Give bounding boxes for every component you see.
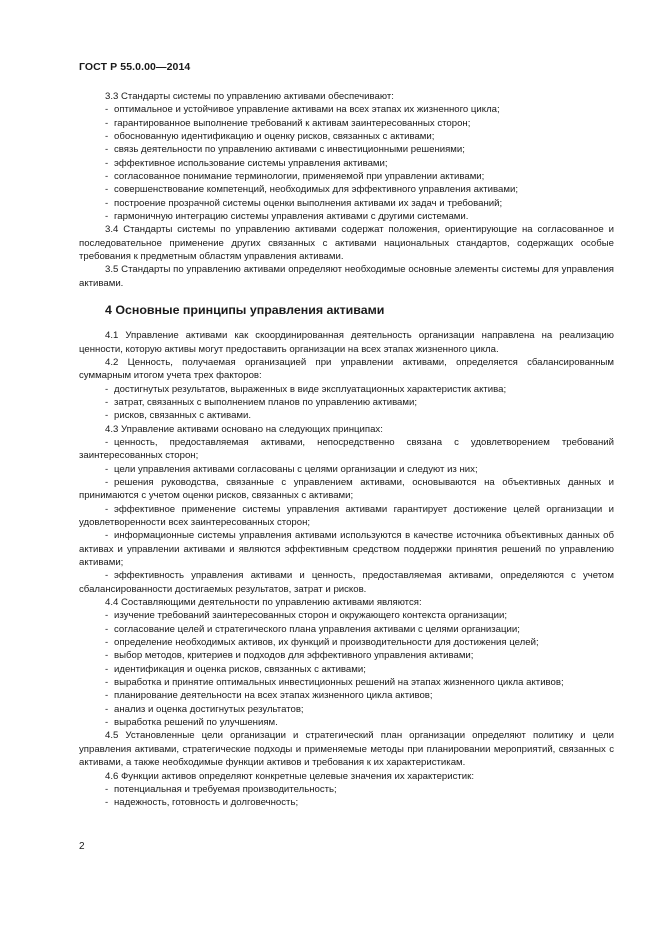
list-item-text: выбор методов, критериев и подходов для эффективного управления активами;: [114, 650, 474, 662]
list-dash: -: [105, 650, 109, 662]
list-item: [79, 157, 614, 170]
list-dash: -: [105, 197, 109, 209]
list-item-text: планирование деятельности на всех этапах жизненного цикла активов;: [114, 690, 433, 702]
list-dash: -: [105, 610, 109, 622]
list-item: [79, 210, 614, 223]
list-item: [79, 716, 614, 729]
list-item-text: выработка и принятие оптимальных инвестиционных решений на этапах жизненного цикла активов;: [114, 677, 564, 689]
list-item-text: решения руководства, связанные с управлением активами, основываются на объективных данных и принимаются с учетом оценки рисков, связанных с активами;: [79, 476, 614, 502]
section-heading: 4 Основные принципы управления активами: [105, 303, 385, 318]
paragraph: 4.3 Управление активами основано на следующих принципах:: [105, 423, 383, 435]
list-item: [79, 783, 614, 796]
list-item-text: оптимальное и устойчивое управление активами на всех этапах их жизненного цикла;: [114, 104, 500, 116]
list-dash: -: [105, 131, 109, 143]
list-item-text: эффективное применение системы управления активами гарантирует достижение целей организации и удовлетворенности всех заинтересованных сторон;: [79, 503, 614, 528]
list-item-text: связь деятельности по управлению активами с инвестиционными решениями;: [114, 144, 465, 156]
list-dash: -: [105, 184, 109, 196]
list-item-text: ценность, предоставляемая активами, непосредственно связана с удовлетворением требований заинтересованных сторон;: [79, 436, 614, 462]
list-item: [79, 183, 614, 196]
list-dash: -: [105, 410, 109, 422]
list-item-text: потенциальная и требуемая производительность;: [114, 783, 337, 795]
list-item-text: идентификация и оценка рисков, связанных с активами;: [114, 663, 366, 675]
list-item: [79, 143, 614, 156]
list-dash: -: [105, 690, 109, 702]
list-dash: -: [105, 783, 109, 795]
list-dash: -: [105, 530, 109, 542]
list-dash: -: [105, 117, 109, 129]
body-text: [79, 90, 614, 810]
list-item: [79, 796, 614, 809]
list-dash: -: [105, 503, 109, 515]
list-item: [79, 663, 614, 676]
list-dash: -: [105, 157, 109, 169]
list-item: [79, 609, 614, 622]
paragraph: 3.4 Стандарты системы по управлению активами содержат положения, ориентирующие на согласованное и последовательное применение других связанных с активами национальных стандартов, содержащих особые требования к предметным областям управления активами.: [79, 224, 614, 263]
list-dash: -: [105, 144, 109, 156]
list-item-text: затрат, связанных с выполнением планов по управлению активами;: [114, 396, 418, 408]
list-dash: -: [105, 476, 109, 488]
list-item-text: эффективность управления активами и ценность, предоставляемая активами, определяются с учетом сбалансированности достигаемых результатов, затрат и рисков.: [79, 570, 614, 595]
list-item-text: выработка решений по улучшениям.: [114, 717, 278, 729]
list-item: [79, 649, 614, 662]
list-item: [79, 170, 614, 183]
list-item-text: информационные системы управления активами используются в качестве источника объективных данных об активах и управлении активами и являются эффективным средством поддержки принятия решений по управлению активами;: [79, 530, 614, 568]
paragraph: 4.2 Ценность, получаемая организацией при управлении активами, определяется сбалансированным суммарным итогом учета трех факторов:: [79, 356, 614, 382]
list-dash: -: [105, 677, 109, 689]
list-dash: -: [105, 717, 109, 729]
list-item: [79, 436, 614, 463]
list-item: [79, 396, 614, 409]
list-item: [79, 569, 614, 596]
list-dash: -: [105, 211, 109, 223]
list-dash: -: [105, 171, 109, 183]
list-dash: -: [105, 463, 109, 475]
list-item-text: рисков, связанных с активами.: [114, 410, 252, 422]
list-item: [79, 383, 614, 396]
paragraph: 3.5 Стандарты по управлению активами определяют необходимые основные элементы системы для управления активами.: [79, 264, 614, 289]
list-item: [79, 409, 614, 422]
list-item-text: достигнутых результатов, выраженных в виде эксплуатационных характеристик актива;: [114, 383, 507, 395]
standard-code-header: ГОСТ Р 55.0.00—2014: [79, 61, 191, 73]
list-dash: -: [105, 436, 109, 448]
list-dash: -: [105, 104, 109, 116]
list-dash: -: [105, 663, 109, 675]
list-item-text: анализ и оценка достигнутых результатов;: [114, 703, 304, 715]
list-item: [79, 463, 614, 476]
list-item-text: построение прозрачной системы оценки выполнения активами их задач и требований;: [114, 197, 503, 209]
list-item: [79, 503, 614, 530]
list-item-text: совершенствование компетенций, необходимых для эффективного управления активами;: [114, 184, 518, 196]
list-item: [79, 130, 614, 143]
list-dash: -: [105, 797, 109, 809]
list-item-text: гарантированное выполнение требований к активам заинтересованных сторон;: [114, 117, 471, 129]
list-item: [79, 623, 614, 636]
paragraph: 4.1 Управление активами как скоординированная деятельность организации направлена на реализацию ценности, которую активы могут предоставить организации на всех этапах жизненного цикла.: [79, 330, 614, 355]
list-item: [79, 689, 614, 702]
list-item: [79, 197, 614, 210]
list-item-text: надежность, готовность и долговечность;: [114, 797, 299, 809]
list-item-text: определение необходимых активов, их функций и производительности для достижения целей;: [114, 637, 539, 649]
list-item-text: изучение требований заинтересованных сторон и окружающего контекста организации;: [114, 610, 508, 622]
list-item: [79, 529, 614, 569]
page-number: 2: [79, 841, 85, 852]
list-item: [79, 676, 614, 689]
list-item: [79, 103, 614, 116]
list-item: [79, 117, 614, 130]
list-dash: -: [105, 396, 109, 408]
list-item: [79, 703, 614, 716]
list-item-text: обоснованную идентификацию и оценку рисков, связанных с активами;: [114, 131, 435, 143]
list-item-text: гармоничную интеграцию системы управления активами с другими системами.: [114, 211, 469, 223]
list-dash: -: [105, 570, 109, 582]
list-dash: -: [105, 383, 109, 395]
list-dash: -: [105, 623, 109, 635]
list-item: [79, 476, 614, 503]
paragraph: 4.5 Установленные цели организации и стратегический план организации определяют политику и цели управления активами, стратегические подходы и применяемые методы при планировании мероприятий, связанных с активами, а также необходимые функции активов и требования к их характеристикам.: [79, 730, 614, 769]
list-item-text: согласование целей и стратегического плана управления активами с целями организации;: [114, 623, 520, 635]
list-item-text: согласованное понимание терминологии, применяемой при управлении активами;: [114, 171, 485, 183]
paragraph: 4.4 Составляющими деятельности по управлению активами являются:: [105, 597, 422, 609]
paragraph: 3.3 Стандарты системы по управлению активами обеспечивают:: [105, 91, 394, 102]
list-dash: -: [105, 703, 109, 715]
list-item-text: цели управления активами согласованы с целями организации и следуют из них;: [114, 463, 478, 475]
list-item-text: эффективное использование системы управления активами;: [114, 157, 388, 169]
paragraph: 4.6 Функции активов определяют конкретные целевые значения их характеристик:: [105, 770, 475, 782]
list-dash: -: [105, 637, 109, 649]
list-item: [79, 636, 614, 649]
